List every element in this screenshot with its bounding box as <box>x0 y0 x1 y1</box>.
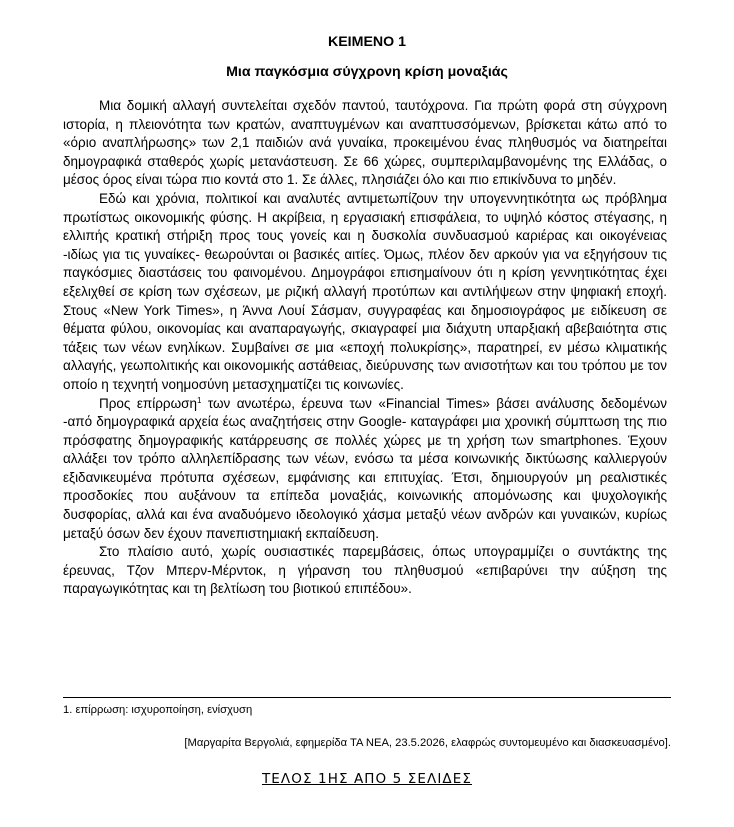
article-body <box>63 97 667 599</box>
footnote-marker: 1 <box>196 395 202 405</box>
paragraph-2: Εδώ και χρόνια, πολιτικοί και αναλυτές αντιμετωπίζουν την υπογεννητικότητα ως πρόβλημα πρωτίστως οικονομικής φύσης. Η ακρίβεια, η εργασιακή επισφάλεια, το υψηλό κόστος στέγασης, η ελλιπής κρατική στήριξη προς τους γονείς και η δυσκολία συνδυασμού καριέρας και οικογένειας -ιδίως για τις γυναίκες- θεωρούνται οι βασικές αιτίες. Όμως, πλέον δεν αρκούν για να εξηγήσουν τις παγκόσμιες διαστάσεις του φαινομένου. Δημογράφοι επισημαίνουν ότι η κρίση γεννητικότητας έχει εξελιχθεί σε κρίση των σχέσεων, με ριζική αλλαγή προτύπων και αντιλήψεων στην ψηφιακή εποχή. Στους «New York Times», η Άννα Λουί Σάσμαν, συγγραφέας και δημοσιογράφος με ειδίκευση σε θέματα φύλου, οικονομίας και αναπαραγωγής, σκιαγραφεί μια διάχυτη υπαρξιακή αβεβαιότητα στις τάξεις των νέων ενηλίκων. Συμβαίνει σε μια «εποχή πολυκρίσης», παρατηρεί, εν μέσω κλιματικής αλλαγής, γεωπολιτικής και οικονομικής αστάθειας, διεύρυνσης των ανισοτήτων και του τρόπου με τον οποίο η τεχνητή νοημοσύνη μετασχηματίζει τις κοινωνίες. <box>63 190 667 392</box>
article-title: Μια παγκόσμια σύγχρονη κρίση μοναξιάς <box>226 64 508 80</box>
paragraph-3-rest: των ανωτέρω, έρευνα των «Financial Times» βάσει ανάλυσης δεδομένων -από δημογραφικά αρχεία έως αναζητήσεις στην Google- καταγράφει μια χρονική σύμπτωση της πιο πρόσφατης δημογραφικής κατάρρευσης σε πολλές χώρες με τη χρήση των smartphones. Έχουν αλλάξει τον τρόπο αλληλεπίδρασης των νέων, ενόσω τα μέσα κοινωνικής δικτύωσης καλλιεργούν εξιδανικευμένα πρότυπα σχέσεων, εμφάνισης και επιτυχίας. Έτσι, δημιουργούν μη ρεαλιστικές προσδοκίες που αυξάνουν τα επίπεδα μοναξιάς, κοινωνικής απομόνωσης και ψυχολογικής δυσφορίας, αλλά και ένα αναδυόμενο ιδεολογικό χάσμα μεταξύ νέων ανδρών και γυναικών, κυρίως μεταξύ όσων δεν έχουν πανεπιστημιακή εκπαίδευση. <box>63 395 668 541</box>
footnote-divider <box>63 697 671 698</box>
footnote: 1. επίρρωση: ισχυροποίηση, ενίσχυση <box>63 704 253 716</box>
paragraph-4: Στο πλαίσιο αυτό, χωρίς ουσιαστικές παρεμβάσεις, όπως υπογραμμίζει ο συντάκτης της έρευνας, Τζον Μπερν-Μέρντοκ, η γήρανση του πληθυσμού «επιβαρύνει την αύξηση της παραγωγικότητας και τη βελτίωση του βιοτικού επιπέδου». <box>63 544 667 597</box>
page-end-note: ΤΕΛΟΣ 1ΗΣ ΑΠΟ 5 ΣΕΛΙΔΕΣ <box>261 771 473 787</box>
paragraph-3-lead: Προς επίρρωση <box>99 395 197 411</box>
text-label: ΚΕΙΜΕΝΟ 1 <box>327 34 407 50</box>
paragraph-3 <box>63 395 667 544</box>
source-citation: [Μαργαρίτα Βεργολιά, εφημερίδα ΤΑ ΝΕΑ, 23.5.2026, ελαφρώς συντομευμένο και διασκευασμένο]. <box>184 737 671 749</box>
paragraph-1: Μια δομική αλλαγή συντελείται σχεδόν παντού, ταυτόχρονα. Για πρώτη φορά στη σύγχρονη ιστορία, η πλειονότητα των κρατών, αναπτυγμένων και αναπτυσσόμενων, βρίσκεται κάτω από το «όριο αναπλήρωσης» των 2,1 παιδιών ανά γυναίκα, προκειμένου ένας πληθυσμός να διατηρείται δημογραφικά σταθερός χωρίς μετανάστευση. Σε 66 χώρες, συμπεριλαμβανομένης της Ελλάδας, ο μέσος όρος είναι τώρα πιο κοντά στο 1. Σε άλλες, πλησιάζει όλο και πιο επικίνδυνα το μηδέν. <box>63 98 667 188</box>
